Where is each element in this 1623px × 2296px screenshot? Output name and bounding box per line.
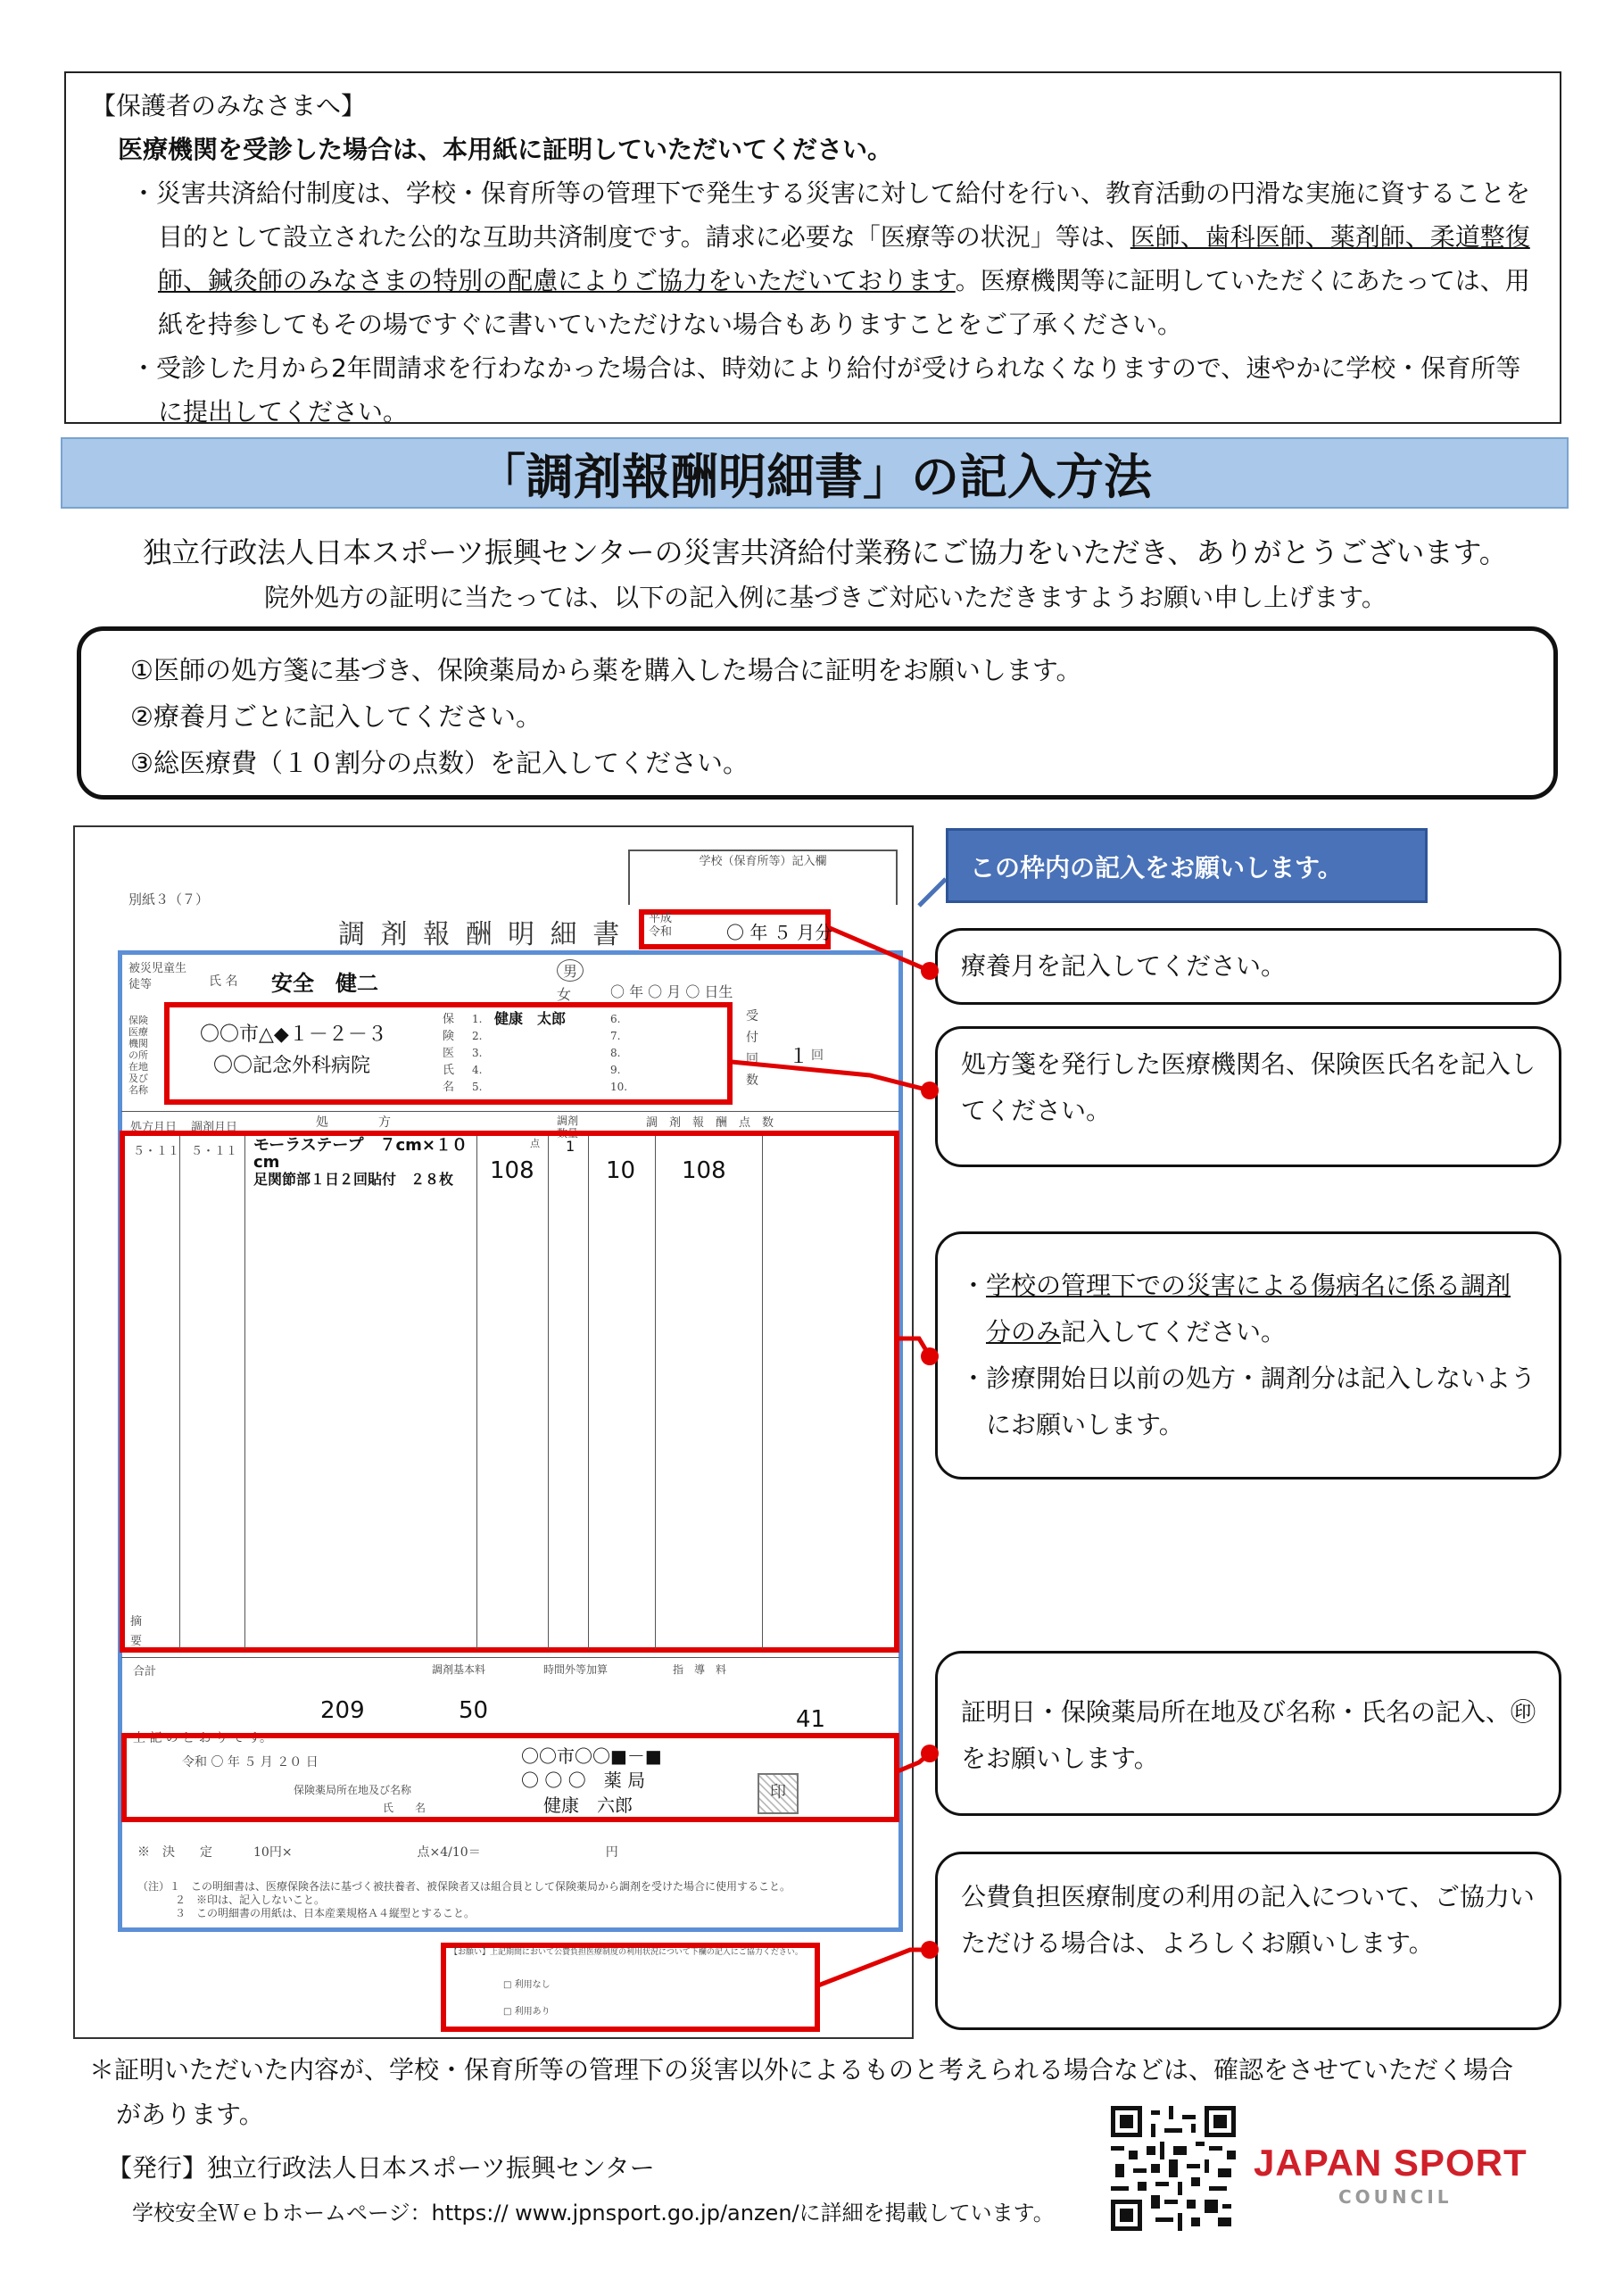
doctor-label: 保険医氏名: [443, 1013, 455, 1094]
clinic-label: 保険医療機関の所在地及び名称: [128, 1015, 148, 1096]
victim-label: 被災児童生徒等: [128, 962, 187, 991]
doctor-slots2: 6. 7. 8. 9. 10.: [610, 1013, 628, 1093]
page-title: 「調剤報酬明細書」の記入方法: [61, 437, 1569, 509]
use-none: □ 利用なし: [503, 1980, 551, 1990]
rule-item: ③総医療費（１０割分の点数）を記入してください。: [130, 748, 749, 778]
connector-dot: [921, 1941, 939, 1959]
guidance-label: 指 導 料: [673, 1663, 727, 1676]
receipt-label: 受付回数: [746, 1009, 758, 1088]
jsc-logo-main: JAPAN SPORT: [1254, 2142, 1528, 2184]
drug-total: 108: [682, 1157, 726, 1184]
col-disp-date: 調剤月日: [191, 1121, 238, 1134]
pharmacy-label: 保険薬局所在地及び名称: [294, 1784, 412, 1796]
era-heisei: 平成: [649, 912, 673, 925]
col-units: 調剤数量: [557, 1115, 579, 1140]
col-prescription: 処 方: [316, 1115, 391, 1130]
notice-para1-a: ・災害共済給付制度は、学校・保育所等の管理下で発生する災害に対して給付を行い、教育活動の円滑な実施に資することを目的として設立された公的な互助共済制度です。請求に必要な「医療等の状況」等は、: [131, 178, 1531, 252]
callout-detail-1: [961, 1263, 1536, 1355]
connector-dot: [921, 962, 939, 980]
callout-cert: 証明日・保険薬局所在地及び名称・氏名の記入、㊞をお願いします。: [935, 1651, 1561, 1816]
notice-para1-b: 。医療機関等に証明していただくにあたっては、用紙を持参してもその場ですぐに書いていただけない場合もありますことをご了承ください。: [158, 266, 1530, 339]
drug-qty-points: 10: [606, 1157, 636, 1184]
rx-date: ５・１１: [133, 1145, 180, 1158]
doctor-name: 健康 太郎: [494, 1010, 567, 1027]
drug-qty: 1: [566, 1138, 576, 1155]
notice-lead: 医療機関を受診した場合は、本用紙に証明していただいてください。: [118, 135, 893, 164]
drug-line3: 足関節部１日２回貼付 ２８枚: [253, 1171, 454, 1188]
pharmacist-label: 氏 名: [383, 1802, 426, 1814]
base-label: 調剤基本料: [432, 1663, 486, 1676]
callout-public: 公費負担医療制度の利用の記入について、ご協力いただける場合は、よろしくお願いします。: [935, 1852, 1561, 2030]
request-title: 【お願い】上記期間において公費負担医療制度の利用状況について下欄の記入にご協力ください。: [450, 1948, 803, 1957]
form-note3: ３ この明細書の用紙は、日本産業規格Ａ４縦型とすること。: [175, 1907, 476, 1919]
jsc-logo-sub: COUNCIL: [1338, 2186, 1453, 2208]
birth-date: 〇 年 〇 月 〇 日生: [610, 983, 733, 1000]
base-value: 50: [459, 1697, 489, 1724]
receipt-unit: 回: [811, 1049, 824, 1063]
school-field-label: 学校（保育所等）記入欄: [699, 855, 827, 868]
footer-web: 学校安全Ｗｅｂホームページ：https:// www.jpnsport.go.jp/anzen/に詳細を掲載しています。: [132, 2201, 1055, 2226]
total-value: 209: [320, 1697, 365, 1724]
callout-month: 療養月を記入してください。: [935, 928, 1561, 1005]
callout-detail-1u: 学校の管理下での災害による傷病名に係る調剤分のみ: [986, 1271, 1511, 1347]
use-yes: □ 利用あり: [503, 2007, 551, 2017]
cert-date: 令和 〇 年 ５ 月 ２０ 日: [182, 1755, 319, 1770]
pharmacist-name: 健康 六郎: [543, 1795, 633, 1816]
form-title: 調 剤 報 酬 明 細 書: [338, 919, 624, 950]
gender-female: 女: [557, 986, 572, 1003]
notice-heading: 【保護者のみなさまへ】: [91, 91, 367, 120]
clinic-connector: [732, 1062, 930, 1090]
month-connector: [830, 928, 930, 971]
intro-line2: 院外処方の証明に当たっては、以下の記入例に基づきご対応いただきますようお願い申し上げます。: [264, 583, 1387, 612]
era-reiwa: 令和: [649, 925, 673, 939]
name-label: 氏 名: [209, 974, 238, 989]
rule-item: ②療養月ごとに記入してください。: [130, 701, 542, 732]
public-connector: [818, 1950, 930, 1985]
drug-line2: cm: [253, 1153, 280, 1172]
rule-item: ①医師の処方箋に基づき、保険薬局から薬を購入した場合に証明をお願いします。: [130, 655, 1082, 685]
connector-dot: [921, 1082, 939, 1099]
footer-issuer: 【発行】独立行政法人日本スポーツ振興センター: [107, 2153, 655, 2183]
form-note2: ２ ※印は、記入しないこと。: [175, 1894, 326, 1906]
col-points: 調 剤 報 酬 点 数: [646, 1116, 774, 1130]
seal-mark: 印: [758, 1773, 799, 1814]
total-label: 合計: [133, 1665, 157, 1678]
summary-label: 摘要: [130, 1615, 143, 1648]
qr-code-icon: [1111, 2106, 1236, 2231]
intro-line1: 独立行政法人日本スポーツ振興センターの災害共済給付業務にご協力をいただき、ありがとうございます。: [143, 535, 1508, 569]
drug-points: 108: [490, 1157, 534, 1184]
cert-text: 上 記 の と お り で す。: [133, 1731, 273, 1745]
callout-detail-1b: 記入してください。: [1061, 1317, 1287, 1347]
disp-date: ５・１１: [191, 1145, 238, 1158]
callout-detail-2: ・診療開始日以前の処方・調剤分は記入しないようにお願いします。: [961, 1364, 1536, 1439]
banner-pointer: [919, 879, 946, 906]
connector-dot: [921, 1347, 939, 1365]
patient-name: 安全 健二: [271, 971, 378, 996]
drug-line1: モーラステープ ７cm×１０: [253, 1136, 468, 1155]
form-annex: 別紙３（７）: [128, 891, 210, 908]
decision-label: ※ 決 定: [137, 1845, 212, 1860]
overtime-label: 時間外等加算: [543, 1663, 609, 1676]
callout-detail-1a: ・: [961, 1271, 987, 1300]
connector-dot: [921, 1745, 939, 1762]
notice-para2: ・受診した月から2年間請求を行わなかった場合は、時効により給付が受けられなくなりますので、速やかに学校・保育所等に提出してください。: [131, 353, 1521, 427]
clinic-address: 〇〇市△◆１－２－３: [200, 1024, 387, 1046]
pharmacy-name: 〇 〇 〇 薬 局: [521, 1770, 646, 1791]
col-rx-date: 処方月日: [130, 1121, 178, 1134]
doctor-slots: 1. 2. 3. 4. 5.: [472, 1013, 483, 1093]
point-unit: 点: [530, 1138, 540, 1149]
gender-male: 男: [557, 959, 584, 982]
pharmacy-address: 〇〇市〇〇■－■: [521, 1745, 662, 1767]
decision-formula: 10円× 点×4/10＝ 円: [253, 1845, 618, 1860]
footer-note: ＊証明いただいた内容が、学校・保育所等の管理下の災害以外によるものと考えられる場合などは、確認をさせていただく場合があります。: [89, 2055, 1514, 2129]
receipt-count: １: [789, 1046, 809, 1068]
guidance-value: 41: [796, 1706, 826, 1733]
form-note1: （注）１ この明細書は、医療保険各法に基づく被扶養者、被保険者又は組合員として保険薬局から調剤を受けた場合に使用すること。: [137, 1880, 791, 1893]
clinic-name: 〇〇記念外科病院: [213, 1055, 371, 1077]
fill-area-banner: この枠内の記入をお願いします。: [946, 828, 1428, 903]
notice-para1-u: 医師、歯科医師、薬剤師、柔道整復師、鍼灸師のみなさまの特別の配慮によりご協力をいただいております: [158, 222, 1530, 295]
callout-detail: [935, 1231, 1561, 1480]
treatment-month: 〇 年 ５ 月分: [726, 922, 833, 943]
callout-clinic: 処方箋を発行した医療機関名、保険医氏名を記入してください。: [935, 1026, 1561, 1167]
